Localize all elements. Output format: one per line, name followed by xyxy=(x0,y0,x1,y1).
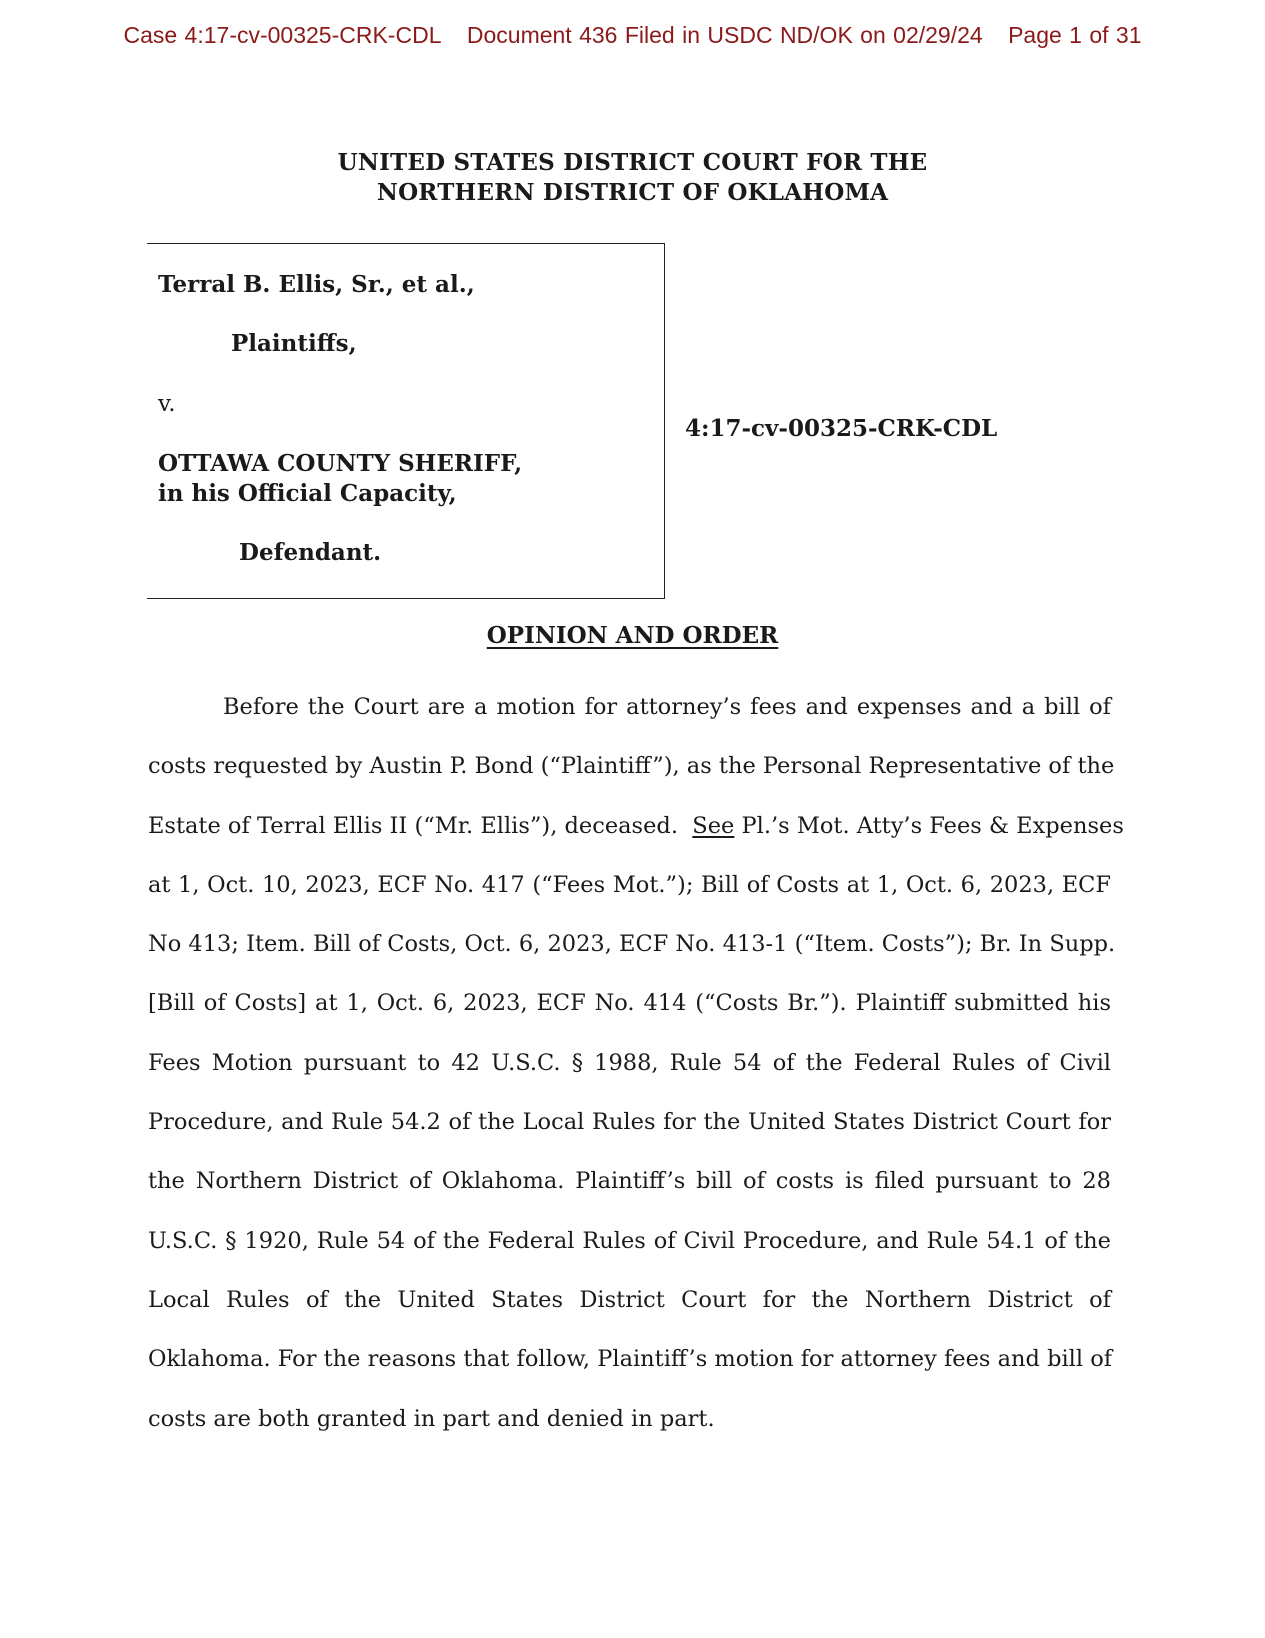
body-line: Oklahoma. For the reasons that follow, Plaintiff’s motion for attorney fees and bill of xyxy=(148,1346,1113,1373)
case-number: 4:17-cv-00325-CRK-CDL xyxy=(685,415,998,442)
body-line: costs are both granted in part and denied in part. xyxy=(148,1405,715,1432)
court-heading-line-2: NORTHERN DISTRICT OF OKLAHOMA xyxy=(376,179,889,206)
body-line xyxy=(148,797,1124,856)
defendant-capacity: in his Official Capacity, xyxy=(158,480,457,507)
stamp-page-number: Page 1 of 31 xyxy=(1008,22,1142,48)
body-line-segment: Pl.’s Mot. Atty’s Fees & Expenses xyxy=(741,812,1124,839)
see-signal: See xyxy=(692,812,735,839)
body-line: No 413; Item. Bill of Costs, Oct. 6, 2023, ECF No. 413-1 (“Item. Costs”); Br. In Supp. xyxy=(148,931,1116,958)
body-line: at 1, Oct. 10, 2023, ECF No. 417 (“Fees Mot.”); Bill of Costs at 1, Oct. 6, 2023, ECF xyxy=(148,871,1111,898)
defendant-role: Defendant. xyxy=(239,539,382,566)
court-heading xyxy=(0,148,1265,208)
body-line: Local Rules of the United States District Court for the Northern District of xyxy=(148,1286,1111,1313)
defendant-name: OTTAWA COUNTY SHERIFF, xyxy=(158,450,523,477)
body-line-segment: Estate of Terral Ellis II (“Mr. Ellis”), deceased. xyxy=(148,812,678,839)
plaintiff-name: Terral B. Ellis, Sr., et al., xyxy=(158,271,475,298)
body-line: U.S.C. § 1920, Rule 54 of the Federal Rules of Civil Procedure, and Rule 54.1 of the xyxy=(148,1227,1111,1254)
versus: v. xyxy=(158,391,176,417)
stamp-case-number: Case 4:17-cv-00325-CRK-CDL xyxy=(123,22,442,48)
body-line: costs requested by Austin P. Bond (“Plaintiff”), as the Personal Representative of the xyxy=(148,753,1115,780)
body-line: Procedure, and Rule 54.2 of the Local Rules for the United States District Court for xyxy=(148,1109,1111,1136)
ecf-header-stamp xyxy=(0,22,1265,49)
body-line: Fees Motion pursuant to 42 U.S.C. § 1988, Rule 54 of the Federal Rules of Civil xyxy=(148,1049,1111,1076)
court-heading-line-1: UNITED STATES DISTRICT COURT FOR THE xyxy=(337,149,928,176)
document-title: OPINION AND ORDER xyxy=(486,622,779,649)
body-line: Before the Court are a motion for attorney’s fees and expenses and a bill of xyxy=(223,694,1111,720)
stamp-document-filed: Document 436 Filed in USDC ND/OK on 02/29/24 xyxy=(466,22,983,48)
plaintiff-role: Plaintiffs, xyxy=(231,330,357,357)
opinion-body-paragraph xyxy=(148,678,1124,1449)
body-line: [Bill of Costs] at 1, Oct. 6, 2023, ECF No. 414 (“Costs Br.”). Plaintiff submitted his xyxy=(148,990,1111,1017)
body-line: the Northern District of Oklahoma. Plaintiff’s bill of costs is filed pursuant to 28 xyxy=(148,1168,1111,1195)
